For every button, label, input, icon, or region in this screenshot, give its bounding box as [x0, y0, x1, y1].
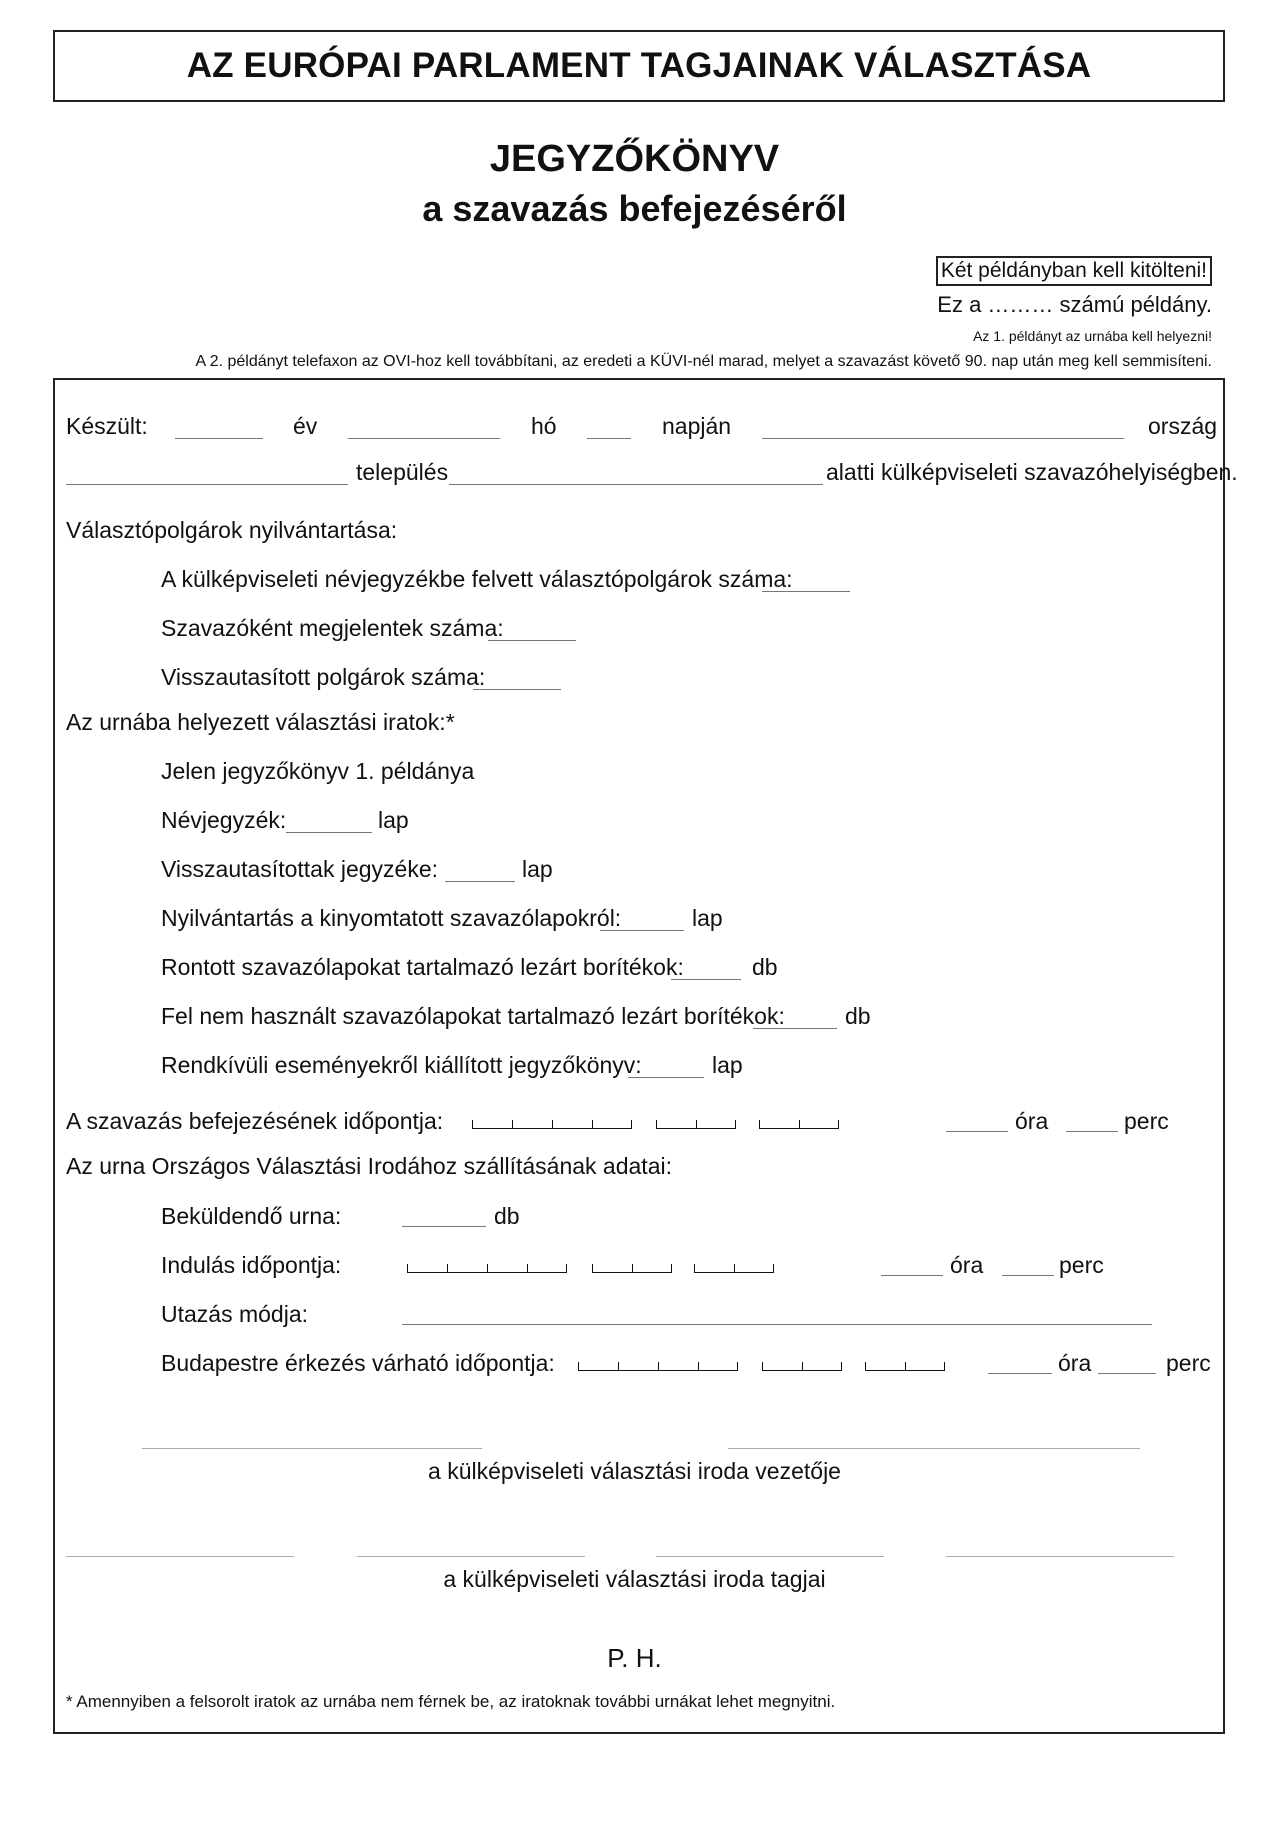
label-ora-3: óra: [1058, 1350, 1092, 1376]
registered-count-field[interactable]: [762, 591, 850, 592]
label-ora-1: óra: [1015, 1108, 1049, 1134]
closing-hour-field[interactable]: [946, 1131, 1008, 1132]
voters-count-field[interactable]: [488, 640, 576, 641]
label-jegyzokonyv: Jelen jegyzőkönyv 1. példánya: [161, 758, 475, 784]
unit-db-3: db: [494, 1203, 520, 1229]
unit-lap-4: lap: [712, 1052, 743, 1078]
label-ora-2: óra: [950, 1252, 984, 1278]
label-ev: év: [293, 413, 318, 439]
label-vezeto: a külképviseleti választási iroda vezetője: [428, 1458, 841, 1484]
documents-heading: Az urnába helyezett választási iratok:*: [66, 709, 455, 735]
label-nyilvantartas: Nyilvántartás a kinyomtatott szavazólapokról:: [161, 905, 622, 931]
first-copy-note: Az 1. példányt az urnába kell helyezni!: [973, 328, 1212, 344]
registry-heading: Választópolgárok nyilvántartása:: [66, 517, 398, 543]
closing-date-year[interactable]: [472, 1120, 632, 1129]
address-field[interactable]: [449, 484, 823, 485]
travel-mode-field[interactable]: [402, 1324, 1152, 1325]
rejected-count-field[interactable]: [473, 689, 561, 690]
felnemhasznalt-field[interactable]: [753, 1028, 837, 1029]
settlement-field[interactable]: [66, 484, 348, 485]
label-befejezes: A szavazás befejezésének időpontja:: [66, 1108, 444, 1134]
signature-line-member-1[interactable]: [66, 1556, 294, 1557]
document-subtitle: a szavazás befejezéséről: [422, 188, 847, 229]
unit-db-1: db: [752, 954, 778, 980]
visszautasitottak-field[interactable]: [445, 881, 515, 882]
label-alatti: alatti külképviseleti szavazóhelyiségben.: [826, 459, 1238, 485]
departure-minute-field[interactable]: [1002, 1275, 1054, 1276]
label-perc-2: perc: [1059, 1252, 1104, 1278]
nevjegyzek-field[interactable]: [286, 832, 372, 833]
signature-line-member-2[interactable]: [357, 1556, 585, 1557]
arrival-date-month[interactable]: [762, 1362, 842, 1371]
label-bekuldendo: Beküldendő urna:: [161, 1203, 342, 1229]
departure-date-day[interactable]: [694, 1264, 774, 1273]
stamp-place: P. H.: [607, 1643, 662, 1673]
label-felvett: A külképviseleti névjegyzékbe felvett választópolgárok száma:: [161, 566, 793, 592]
arrival-hour-field[interactable]: [988, 1373, 1052, 1374]
copy-number-note: Ez a ……… számú példány.: [937, 292, 1212, 317]
unit-db-2: db: [845, 1003, 871, 1029]
arrival-date-day[interactable]: [865, 1362, 945, 1371]
arrival-date-year[interactable]: [578, 1362, 738, 1371]
two-copies-note: Két példányban kell kitölteni!: [936, 256, 1212, 286]
label-ho: hó: [531, 413, 557, 439]
footnote: * Amennyiben a felsorolt iratok az urnába nem férnek be, az iratoknak további urnákat lehet megnyitni.: [66, 1692, 836, 1711]
label-telepules: település: [356, 459, 449, 485]
closing-minute-field[interactable]: [1066, 1131, 1118, 1132]
label-megjelentek: Szavazóként megjelentek száma:: [161, 615, 504, 641]
label-orszag: ország: [1148, 413, 1218, 439]
label-visszautasitottak: Visszautasítottak jegyzéke:: [161, 856, 438, 882]
signature-line-member-4[interactable]: [946, 1556, 1174, 1557]
label-keszult: Készült:: [66, 413, 148, 439]
unit-lap-3: lap: [692, 905, 723, 931]
nyilvantartas-field[interactable]: [600, 930, 684, 931]
election-banner: [53, 30, 1225, 102]
label-nevjegyzek: Névjegyzék:: [161, 807, 287, 833]
banner-text: AZ EURÓPAI PARLAMENT TAGJAINAK VÁLASZTÁSA: [186, 46, 1092, 85]
closing-date-month[interactable]: [656, 1120, 736, 1129]
label-rendkivuli: Rendkívüli eseményekről kiállított jegyzőkönyv:: [161, 1052, 642, 1078]
departure-hour-field[interactable]: [881, 1275, 943, 1276]
transport-heading: Az urna Országos Választási Irodához szállításának adatai:: [66, 1153, 672, 1179]
month-field[interactable]: [348, 438, 500, 439]
second-copy-note: A 2. példányt telefaxon az OVI-hoz kell továbbítani, az eredeti a KÜVI-nél marad, melyet a szavazást követő 90. nap után meg kell semmisíteni.: [195, 353, 1212, 370]
label-felnemhasznalt: Fel nem használt szavazólapokat tartalmazó lezárt borítékok:: [161, 1003, 785, 1029]
label-visszautasitott: Visszautasított polgárok száma:: [161, 664, 486, 690]
year-field[interactable]: [175, 438, 263, 439]
signature-line-member-3[interactable]: [656, 1556, 884, 1557]
departure-date-year[interactable]: [407, 1264, 567, 1273]
unit-lap-1: lap: [378, 807, 409, 833]
label-rontott: Rontott szavazólapokat tartalmazó lezárt borítékok:: [161, 954, 684, 980]
urn-count-field[interactable]: [402, 1226, 486, 1227]
departure-date-month[interactable]: [592, 1264, 672, 1273]
label-tagjai: a külképviseleti választási iroda tagjai: [443, 1566, 826, 1592]
document-title: JEGYZŐKÖNYV: [489, 138, 780, 180]
label-perc-1: perc: [1124, 1108, 1169, 1134]
label-indulas: Indulás időpontja:: [161, 1252, 342, 1278]
signature-line-leader-2[interactable]: [728, 1448, 1140, 1449]
signature-line-leader-1[interactable]: [142, 1448, 482, 1449]
label-perc-3: perc: [1166, 1350, 1211, 1376]
label-utazas: Utazás módja:: [161, 1301, 309, 1327]
rendkivuli-field[interactable]: [628, 1077, 704, 1078]
arrival-minute-field[interactable]: [1098, 1373, 1156, 1374]
unit-lap-2: lap: [522, 856, 553, 882]
label-napjan: napján: [662, 413, 732, 439]
rontott-field[interactable]: [671, 979, 741, 980]
label-erkezes: Budapestre érkezés várható időpontja:: [161, 1350, 555, 1376]
day-field[interactable]: [587, 438, 631, 439]
country-field[interactable]: [762, 438, 1124, 439]
closing-date-day[interactable]: [759, 1120, 839, 1129]
